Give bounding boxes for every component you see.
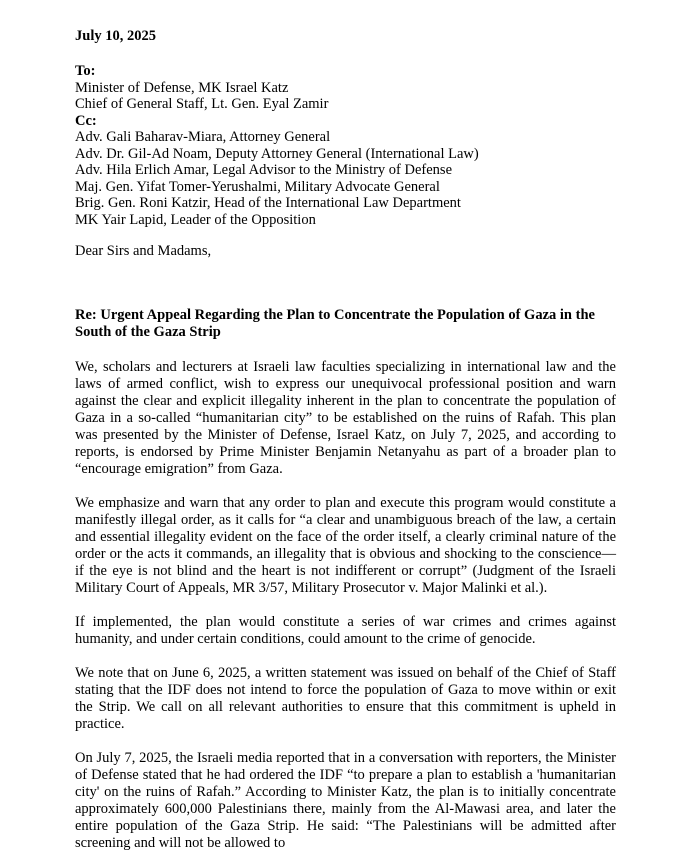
salutation: Dear Sirs and Madams, (75, 243, 212, 259)
letter-date: July 10, 2025 (75, 28, 156, 44)
to-recipient: Minister of Defense, MK Israel Katz (75, 79, 289, 96)
subject-line: Re: Urgent Appeal Regarding the Plan to Concentrate the Population of Gaza in the South of the Gaza Strip (75, 307, 595, 340)
body-paragraph: If implemented, the plan would constitute a series of war crimes and crimes against humanity, and under certain conditions, could amount to the crime of genocide. (75, 614, 616, 647)
to-recipient: Chief of General Staff, Lt. Gen. Eyal Zamir (75, 96, 329, 112)
cc-recipient: Adv. Dr. Gil-Ad Noam, Deputy Attorney General (International Law) (75, 145, 479, 162)
cc-recipient: Adv. Gali Baharav-Miara, Attorney General (75, 129, 331, 145)
cc-recipient: Adv. Hila Erlich Amar, Legal Advisor to the Ministry of Defense (75, 162, 453, 178)
cc-label: Cc: (75, 112, 97, 129)
cc-recipient: Maj. Gen. Yifat Tomer-Yerushalmi, Military Advocate General (75, 178, 440, 195)
body-paragraph: We emphasize and warn that any order to plan and execute this program would constitute a manifestly illegal order, as it calls for “a clear and unambiguous breach of the law, a certain and essential illegality evident on the face of the order itself, a clearly criminal nature of the order or the acts it commands, an illegality that is obvious and shocking to the conscience—if the eye is not blind and the heart is not indifferent or corrupt” (Judgment of the Israeli Military Court of Appeals, MR 3/57, Military Prosecutor v. Major Malinki et al.). (75, 495, 616, 596)
body-paragraph: On July 7, 2025, the Israeli media reported that in a conversation with reporters, the Minister of Defense stated that he had ordered the IDF “to prepare a plan to establish a 'humanitarian city' on the ruins of Rafah.” According to Minister Katz, the plan is to initially concentrate approximately 600,000 Palestinians there, mainly from the Al-Mawasi area, and later the entire population of the Gaza Strip. He said: “The Palestinians will be admitted after screening and will not be allowed to (75, 750, 616, 851)
recipients-block (75, 63, 616, 228)
cc-recipient: MK Yair Lapid, Leader of the Opposition (75, 211, 316, 228)
to-label: To: (75, 63, 96, 79)
body-paragraph: We, scholars and lecturers at Israeli law faculties specializing in international law and the laws of armed conflict, wish to express our unequivocal professional position and warn against the clear and explicit illegality inherent in the plan to concentrate the population of Gaza in a so-called “humanitarian city” to be established on the ruins of Rafah. This plan was presented by the Minister of Defense, Israel Katz, on July 7, 2025, and according to reports, is endorsed by Prime Minister Benjamin Netanyahu as part of a broader plan to “encourage emigration” from Gaza. (75, 359, 616, 477)
cc-recipient: Brig. Gen. Roni Katzir, Head of the International Law Department (75, 195, 461, 211)
body-paragraph: We note that on June 6, 2025, a written statement was issued on behalf of the Chief of Staff stating that the IDF does not intend to force the population of Gaza to move within or exit the Strip. We call on all relevant authorities to ensure that this commitment is upheld in practice. (75, 665, 616, 732)
